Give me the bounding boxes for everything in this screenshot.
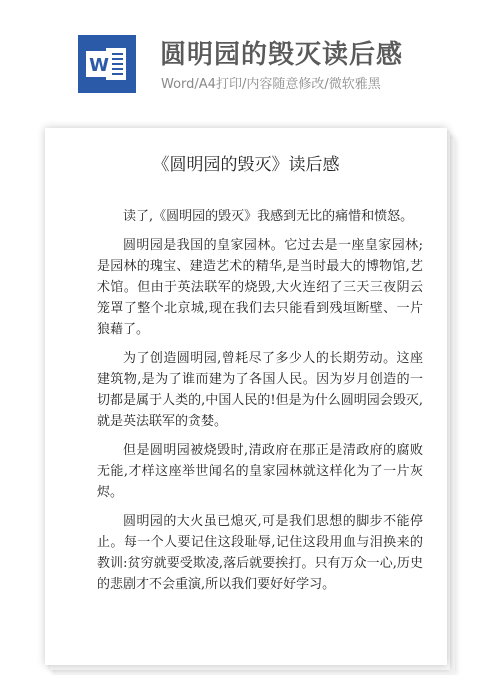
essay-paragraph: 读了,《圆明园的毁灭》我感到无比的痛惜和愤怒。 xyxy=(123,209,414,224)
page-sheet-front xyxy=(45,128,447,665)
essay-paragraph: 但是圆明园被烧毁时,清政府在那正是清政府的腐败无能,才样这座举世闻名的皇家园林就这样化为了一片灰烬。 xyxy=(97,443,423,500)
word-icon-letter: W xyxy=(89,55,109,76)
essay-paragraph: 圆明园的大火虽已熄灭,可是我们思想的脚步不能停止。每一个人要记住这段耻辱,记住这段用血与泪换来的教训:贫穷就要受欺凌,落后就要挨打。只有万众一心,历史的悲剧才不会重演,所以我们要好好学习。 xyxy=(97,514,423,592)
essay-paragraph: 为了创造圆明园,曾耗尽了多少人的长期劳动。这座建筑物,是为了谁而建为了各国人民。因为岁月创造的一切都是属于人类的,中国人民的!但是为什么圆明园会毁灭,就是英法联军的贪婪。 xyxy=(97,351,423,429)
essay-body xyxy=(97,206,423,603)
document-preview xyxy=(45,128,457,665)
page-subtitle: Word/A4打印/内容随意修改/微软雅黑 xyxy=(161,77,381,92)
page-title: 圆明园的毁灭读后感 xyxy=(160,40,404,70)
word-icon xyxy=(78,35,136,93)
essay-title: 《圆明园的毁灭》读后感 xyxy=(152,155,340,175)
essay-paragraph: 圆明园是我国的皇家园林。它过去是一座皇家园林;是园林的瑰宝、建造艺术的精华,是当时最大的博物馆,艺术馆。但由于英法联军的烧毁,大火连绍了三天三夜阴云笼罩了整个北京城,现在我们去只能看到残垣断壁、一片狼藉了。 xyxy=(97,238,423,337)
header xyxy=(0,0,500,110)
